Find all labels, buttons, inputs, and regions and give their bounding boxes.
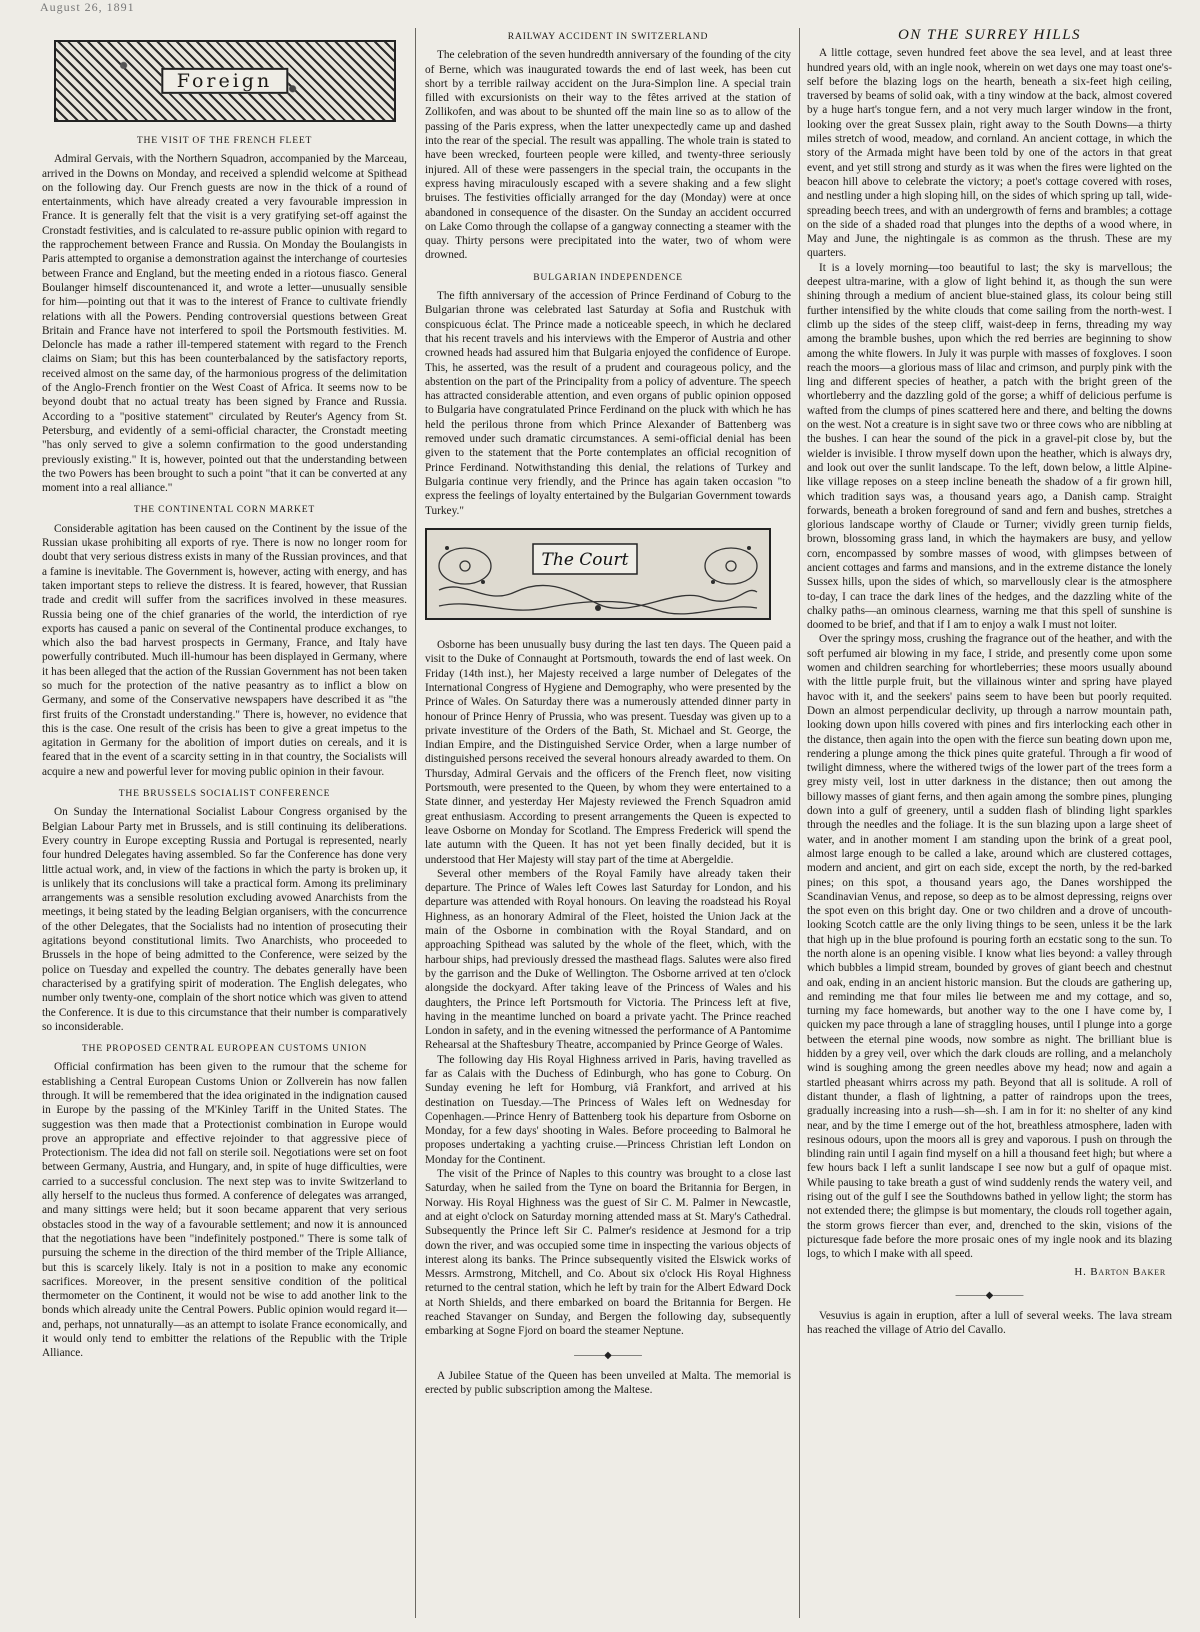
heading-brussels-conference: THE BRUSSELS SOCIALIST CONFERENCE [118, 788, 331, 800]
column-foreign [42, 22, 407, 1622]
heading-railway-accident: RAILWAY ACCIDENT IN SWITZERLAND [507, 31, 709, 42]
article-court-prince-naples: The visit of the Prince of Naples to this country was brought to a close last Saturday, when he sailed from the Tyne on board the Britannia for Bergen, in Norway. His Royal Highness was the guest of Sir C. M. Palmer in Newcastle, and at eight o'clock on Saturday morning attended mass at St. Mary's Cathedral. Subsequently the Prince left Sir C. Palmer's residence at Jesmond for a trip down the river, and was occupied some time in inspecting the various objects of interest along its banks. The Prince subsequently visited the Elswick works of Messrs. Armstrong, Mitchell, and Co. About six o'clock His Royal Highness returned to the central station, which he left by train for the Albert Edward Dock at North Shields, and there embarked on board the Britannia for Bergen. He reached Stavanger on Sunday, and Bergen the following day, subsequently embarking at Sogne Fjord on board the steamer Neptune. [425, 1168, 791, 1338]
running-head: August 26, 1891 [40, 0, 135, 14]
heading-french-fleet: THE VISIT OF THE FRENCH FLEET [136, 135, 313, 146]
surrey-hills-paragraph-1: A little cottage, seven hundred feet above the sea level, and at least three hundred years old, with an ingle nook, wherein on wet days one may toast one's-self before the blazing logs on the hearth, beneath a six-feet high ceiling, traversed by beams of solid oak, with a tiny window at the back, almost covered by a huge hart's tongue fern, and a not very much larger window in the front, looking over the great Sussex plain, right away to the South Downs—a thirty miles stretch of wood, meadow, and cornland. An ancient cottage, in which the story of the Armada might have been told by one of the actors in that great event, and yet still strong and sturdy as it was when the fires were lighted on the beacon hill above to celebrate the victory; a poet's cottage covered with roses, and nestling under a high sloping hill, on the sides of which spring up tall, wide-spreading beech trees, and with an undergrowth of ferns and brambles; a cottage on the side of a shaded road that plunges into the depths of a wood where, in May and June, the nightingale is as common as the thrush. These are my quarters. [807, 47, 1172, 260]
article-court-paris: The following day His Royal Highness arrived in Paris, having travelled as far as Calais with the Duchess of Edinburgh, who has gone to Coburg. On Sunday evening he left for Homburg, viâ Frankfort, and arrived at his destination on Tuesday.—The Princess of Wales left on Wednesday for Copenhagen.—Prince Henry of Battenberg took his departure from Osborne on Monday, for a few days' shooting in Wales. Before proceeding to Balmoral he proposes undertaking a yachting cruise.—Princess Christian left London on Monday for the Continent. [425, 1053, 791, 1166]
article-railway-accident: The celebration of the seven hundredth anniversary of the founding of the city of Berne, which was inaugurated towards the end of last week, has been cut short by a terrible railway accident on the Jura-Simplon line. A special train filled with excursionists on their way to the fêtes arrived at the station of Zollikofen, and was about to be shunted off the main line so as to allow of the passing of the Paris express, when the latter unexpectedly came up and dashed into the rear of the special. The result was appalling. The whole train is stated to have been wrecked, fourteen people were killed, and twenty-three seriously injured. All of these were passengers in the special train, the occupants in the express having miraculously escaped with a severe shaking and a few slight bruises. The festivities officially arranged for the day (Monday) were at once abandoned in consequence of the disaster. On the Sunday an accident occurred on Lake Como through the collapse of a gangway connecting a steamer with the quay. Thirty persons were precipitated into the water, two of whom were drowned. [425, 49, 791, 262]
article-vesuvius: Vesuvius is again in eruption, after a lull of several weeks. The lava stream has reached the village of Atrio del Cavallo. [807, 1310, 1172, 1337]
article-court-royal-departures: Several other members of the Royal Family have already taken their departure. The Prince of Wales left Cowes last Saturday for London, and his departure was attended with Royal honours. On leaving the roadstead his Royal Highness, as an honorary Admiral of the Fleet, hoisted the Union Jack at the main of the Osborne in combination with the Royal Standard, and on approaching Spithead was saluted by the whole of the fleet, which, with the harbour ships, had previously dressed the masthead flags. Salutes were also fired by the garrison and the Duke of Wellington. The Osborne arrived at ten o'clock alongside the dockyard. After taking leave of the Princess of Wales and his daughters, the Prince left Portsmouth for Victoria. The Princess left at five, having in the meantime lunched on board a private yacht. The Prince reached London in safety, and in the evening witnessed the performance of A Pantomime Rehearsal at the Shaftesbury Theatre, accompanied by Prince George of Wales. [425, 867, 791, 1052]
court-banner-title: The Court [541, 549, 629, 570]
foreign-banner [54, 40, 396, 122]
foreign-banner-title: Foreign [161, 68, 288, 94]
article-customs-union: Official confirmation has been given to the rumour that the scheme for establishing a Central European Customs Union or Zollverein has now fallen through. It will be remembered that the idea originated in the indignation caused in Europe by the passing of the M'Kinley Tariff in the United States. The suggestion was then made that a Protectionist combination in Europe would prove an appropriate and effective rejoinder to that aggressive piece of Protectionism. The idea did not fall on sterile soil. Negotiations were set on foot between Germany, Austria, and Hungary, and, in spite of huge difficulties, were carried to a successful conclusion. The next step was to invite Switzerland to ally herself to the nucleus thus formed. A conference of delegates was arranged, and many sittings were held; but it soon became apparent that very serious obstacles stood in the way of a favourable settlement; and now it is announced that the negotiations have been "indefinitely postponed." There is some talk of pursuing the scheme in the direction of the third member of the Triple Alliance, but this is scarcely likely. Italy is not in a position to make any economic sacrifices. Moreover, in the present sensitive condition of the political thermometer on the Continent, it would not be wise to add another link to the bonds which already unite the Central Powers. Public opinion would regard it—and, perhaps, not unnaturally—as an attempt to isolate France economically, and it would only tend to embitter the relations of the Republic with the Triple Alliance. [42, 1061, 407, 1360]
heading-bulgarian-independence: BULGARIAN INDEPENDENCE [533, 271, 683, 283]
surrey-hills-title: ON THE SURREY HILLS [897, 27, 1082, 43]
article-corn-market: Considerable agitation has been caused on the Continent by the issue of the Russian ukase prohibiting all exports of rye. There is now no longer room for doubt that very serious distress exists in many of the Russian provinces, and that a famine is inevitable. The Government is, however, acting with energy, and has taken important steps to relieve the distress. It is feared, however, that Russian trade and credit will suffer from the sacrifices involved in these measures. Russia being one of the chief granaries of the world, the interdiction of rye exports has caused a panic on several of the Continental produce exchanges, to which also the bad harvest prospects in Germany, France, and Italy have powerfully contributed. Much ill-humour has been displayed in Germany, where it has been alleged that the action of the Russian Government has not been taken so much for the protection of the native peasantry as to inflict a blow on Germany, and some of the Conservative newspapers have described it as "the first fruits of the Cronstadt understanding." There is, however, no evidence that this is the case. One result of the crisis has been to give a great impetus to the agitation in Germany for the abolition of import duties on cereals, and it is feared that in the event of a scarcity setting in in that country, the Socialists will acquire a new and powerful lever for moving public opinion in their favour. [42, 522, 407, 778]
surrey-hills-paragraph-2: It is a lovely morning—too beautiful to last; the sky is marvellous; the deepest ultra-marine, with a glow of light behind it, as though the sun were shining through a medium of ancient blue-stained glass, its colour being still further intensified by the white clouds that come sailing from the north-west. I climb up the sides of the steep cliff, waist-deep in ferns, threading my way among the bramble bushes, upon which the red berries are beginning to show among the white flowers. In July it was purple with masses of foxgloves. I soon reach the moors—a glorious mass of lilac and crimson, and purply pink with the ling and different species of heather, a patch with the bright green of the whortleberry and the dazzling gold of the gorse; a whiff of delicious perfume is wafted from the clumps of pines scattered here and there, and belting the downs on the west. Not a creature is in sight save two or three cows who are nibbling at the bushes. I can hear the sound of the pick in a gravel-pit close by, but the wielder is invisible. I throw myself down upon the heather, which is always dry, and look out over the sunlit landscape. To the left, down below, a little Alpine-like village reposes on a steep incline beneath the shadow of a fir grown hill, which tradition says was, a thousand years ago, a Danish camp. Straight forwards, beneath a broken foreground of sand and fern and bushes, stretches a glorious landscape worthy of Claude or Turner; vividly green turnip fields, brown, blossoming grass land, in which the haymakers are busy, and yellow corn, encompassed by sombre masses of wood, with glimpses between of ancient cottages and farms and mansions, and in the extreme distance the lonely Sussex hills, upon the sides of which, so marvellously clear is the atmosphere to-day, I can trace the dark lines of the hedges, and the dazzling white of the chalky paths—an ominous clearness, warning me that this spell of sunshine is doomed to be brief, and that if I am to enjoy a walk I must not loiter. [807, 261, 1172, 632]
column-rule-left [415, 28, 416, 1618]
author-signature: H. Barton Baker [1074, 1265, 1166, 1278]
article-jubilee-statue: A Jubilee Statue of the Queen has been unveiled at Malta. The memorial is erected by public subscription among the Maltese. [425, 1369, 791, 1397]
heading-customs-union: THE PROPOSED CENTRAL EUROPEAN CUSTOMS UNION [81, 1043, 368, 1055]
court-banner [425, 528, 771, 620]
section-ornament: ———◆——— [955, 1289, 1024, 1301]
article-bulgarian-independence: The fifth anniversary of the accession of Prince Ferdinand of Coburg to the Bulgarian throne was celebrated last Saturday at Sofia and Rustchuk with conspicuous éclat. The Prince made a noticeable speech, in which he declared that his recent travels and his interviews with the Emperor of Austria and other crowned heads had assured him that Bulgaria enjoyed the confidence of Europe. This, he asserted, was the result of a prudent and courageous policy, and the abstention on the part of the Principality from a policy of adventure. The speech has attracted considerable attention, and even organs of public opinion opposed to Bulgaria have congratulated Prince Ferdinand on the pluck with which he has held the perilous throne from which Prince Alexander of Battenberg was removed under such dramatic circumstances. A semi-official denial has been given to the statement that the Porte contemplates an official recognition of Prince Ferdinand. Notwithstanding this denial, the relations of Turkey and Bulgaria continue very friendly, and the Prince has again taken occasion "to express the feelings of loyalty entertained by the Bulgarian Government towards Turkey." [425, 290, 791, 517]
article-court-osborne: Osborne has been unusually busy during the last ten days. The Queen paid a visit to the Duke of Connaught at Portsmouth, towards the end of last week. On Friday (14th inst.), her Majesty received a large number of Delegates of the International Congress of Hygiene and Demography, who were presented by the Prince of Wales. On Saturday there was a numerously attended dinner party in honour of Prince Henry of Prussia, who was present. Tuesday was given up to a private investiture of the Orders of the Bath, St. Michael and St. George, the Indian Empire, and the Distinguished Service Order, when a large number of distinguished persons received the several honours already awarded to them. On Thursday, Admiral Gervais and the officers of the French fleet, now visiting Portsmouth, were presented to the Queen, by whom they were entertained to a State dinner, and yesterday Her Majesty reviewed the French Squadron amid great enthusiasm. According to present arrangements the Queen is expected to leave Osborne on Monday for Scotland. The Empress Frederick will spend the late autumn with the Queen. It has not yet been finally decided, but it is understood that Her Majesty will stay part of the time at Abergeldie. [425, 639, 791, 866]
column-rule-right [799, 28, 800, 1618]
section-ornament: ———◆——— [574, 1349, 642, 1361]
surrey-hills-paragraph-3: Over the springy moss, crushing the fragrance out of the heather, and with the soft perfumed air blowing in my face, I stride, and presently come upon some women and children searching for whortleberries; these moors usually abound with the little purple fruit, but the villainous winter and spring have played havoc with it, and the seekers' pains seem to have been but poorly requited. Down an almost perpendicular declivity, up through a narrow mountain path, looking down upon hills covered with pines and firs interlocking each other in the distance, then again into the open with the fierce sun beating down upon me, rendering a plunge among the thick pines quite grateful. Through a fir wood of twilight dimness, where the withered twigs of the lower part of the trees form a grey misty veil, lost in utter darkness in the distance; then out among the billowy masses of giant ferns, and then again among the sombre pines, plunging down into a gulf of greenery, until a sudden flash of blinding light sparkles through the needles and the foliage. It is the sun blazing upon a large sheet of water, and in another moment I am standing upon the brink of a great pool, almost large enough to be called a lake, around which are clustered cottages, modern and ancient, and girt on each side, except the north, by the red-barked pines; on this spot, a thousand years ago, the Danes worshipped the Scandinavian Venus, and repose, so deep as to be almost depressing, reigns over the spot even on this bright day. One or two children and a drove of uncouth-looking Scotch cattle are the only living things to be seen, unless it be the lark that high up in the blue profound is pouring forth an ecstatic song to the sun. To the north alone is an opening visible. I know what lies beyond: a valley through which bubbles a limpid stream, bounded by groves of giant beech and chestnut and oak, ending in an ancient historic mansion. But the clouds are gathering up, and reminding me that four miles lie between me and my cottage, and so, turning my face homewards, but another way to the one I have come by, I quicken my pace through a lane of straggling houses, until I plunge into a gorge between the eternal pine woods, now sombre as night. The brilliant blue is hidden by a grey veil, over which the dark clouds are rolling, and a melancholy wind is soughing among the green needles above my head; now and again a startled pheasant whirrs across my path. Beyond that all is solitude. A roll of distant thunder, a flash of lightning, a patter of raindrops upon the trees, gradually increasing into a rush—sh—sh. I am in for it: no shelter of any kind near, and by the time I emerge out of the hot, breathless atmosphere, laden with resinous odours, upon the moors all is grey and vaporous. I push on through the blinding rain until I again find myself on a hill a thousand feet high; but where a few hours back I left a sunlit landscape I see now but a gulf of opaque mist. While pausing to take breath a gust of wind suddenly rends the watery veil, and rising out of the gulf I see the Southdowns bathed in yellow light; the storm has not extended there; the glimpse is but momentary, the clouds roll together again, the storm grows fiercer than ever, and, drenched to the skin, visions of the picturesque fade before the more prosaic ones of my ingle nook and its blazing logs, to which I make with all speed. [807, 633, 1172, 1261]
article-brussels-conference: On Sunday the International Socialist Labour Congress organised by the Belgian Labour Party met in Brussels, and is still continuing its deliberations. Every country in Europe excepting Russia and Portugal is represented, nearly four hundred Delegates having assembled. So far the Conference has done very little actual work, and, in view of the factions in which the party is broken up, it is unlikely that its conclusions will take a practical form. Among its preliminary arrangements was a sensible resolution excluding avowed Anarchists from the meetings, it being stated by the leading Belgian organisers, with the concurrence of the other Delegates, that the Socialists had no intention of prosecuting their agitations beyond constitutional limits. Two Anarchists, who proceeded to Brussels in the hope of being admitted to the Conference, were seized by the police on Tuesday and expelled the country. The debates generally have been characterised by a gratifying spirit of moderation. The English delegates, who number only twenty-one, complain of the short notice which was given to attend the Conference. It is due to this circumstance that their number is comparatively so inconsiderable. [42, 806, 407, 1033]
article-french-fleet: Admiral Gervais, with the Northern Squadron, accompanied by the Marceau, arrived in the Downs on Monday, and received a splendid welcome at Spithead on the following day. Our French guests are now in the thick of a round of entertainments, which have already created a very favourable impression in France. It is generally felt that the visit is a very gratifying set-off against the Cronstadt festivities, and is calculated to re-assure public opinion with regard to the rapprochement between France and Russia. On Monday the Boulangists in Paris attempted to organise a demonstration against the interchange of courtesies between France and England, but the meeting ended in a riotous fiasco. General Boulanger himself discountenanced it, and wrote a letter—unusually sensible for him—pointing out that it was to the interest of France to cultivate friendly relations with all the Powers. Pending controversial questions between Great Britain and France have not interfered to spoil the Portsmouth festivities. M. Deloncle has made a rather ill-tempered statement with regard to the French claims on Siam; but this has been counterbalanced by the satisfactory reports, received almost on the same day, of the harmonious progress of the delimitation of the Anglo-French frontier on the West Coast of Africa. It seems now to be beyond doubt that no actual treaty has been signed by France and Russia. According to a "positive statement" circulated by Reuter's Agency from St. Petersburg, and evidently of a semi-official character, the Cronstadt meeting "has only served to give a solemn confirmation to the good understanding previously existing." It is, however, pointed out that the understanding between the two Powers has been brought to such a point "that it can be converted at any moment into a real alliance." [42, 153, 407, 495]
heading-corn-market: THE CONTINENTAL CORN MARKET [133, 504, 316, 516]
column-surrey-hills [807, 22, 1172, 1622]
column-middle [425, 22, 791, 1622]
